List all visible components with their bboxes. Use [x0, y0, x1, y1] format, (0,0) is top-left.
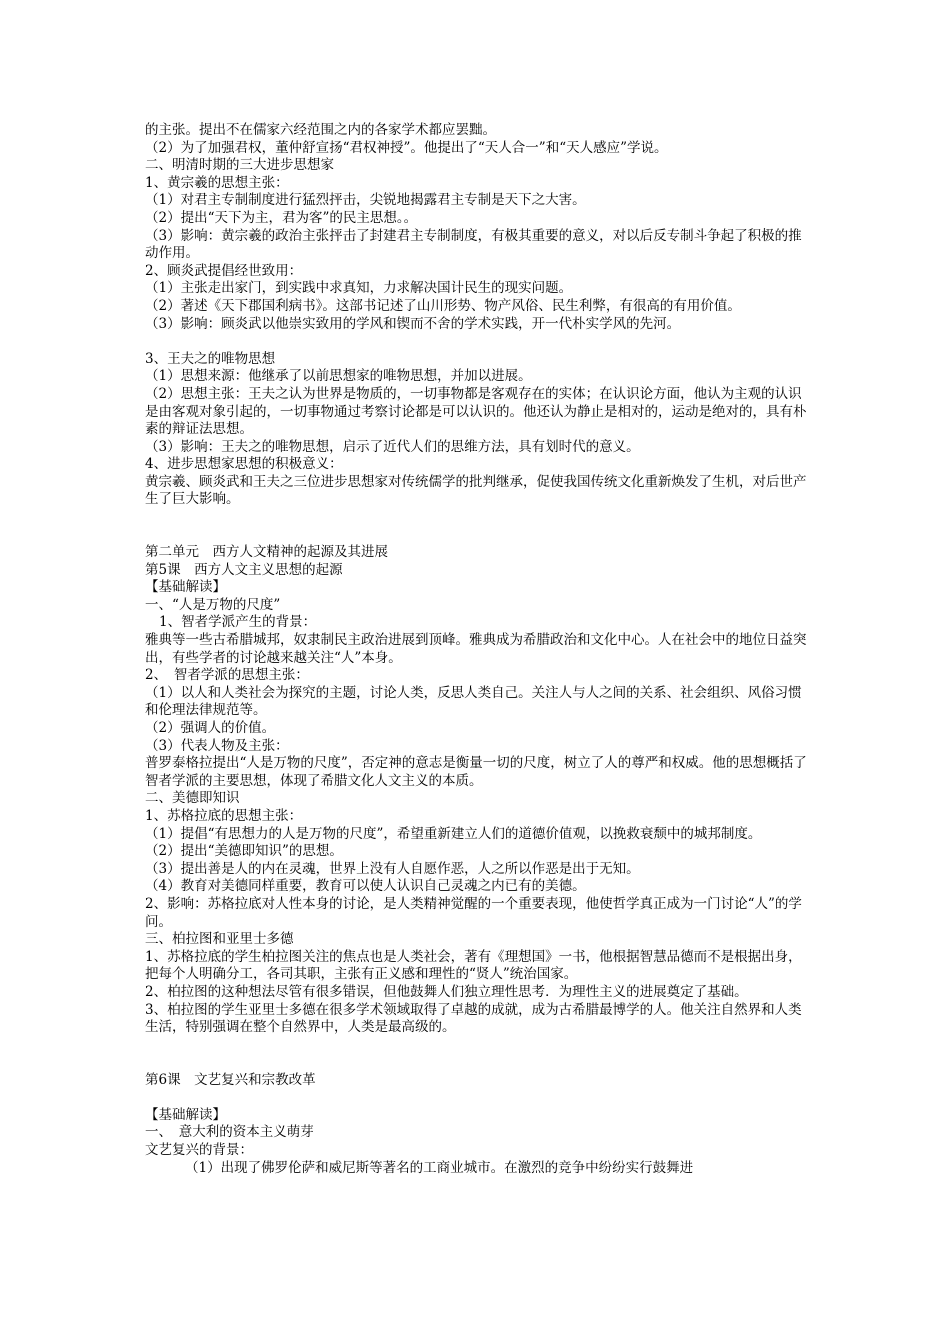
unit-title: 第二单元 西方人文精神的起源及其进展 [145, 544, 388, 561]
spacer [145, 333, 810, 351]
subsection-heading: 4、进步思想家思想的积极意义： [145, 456, 343, 473]
text-line: 黄宗羲、顾炎武和王夫之三位进步思想家对传统儒学的批判继承，促使我国传统文化重新焕发了生机，对后世产生了巨大影响。 [145, 473, 807, 508]
text-line: （2）思想主张：王夫之认为世界是物质的，一切事物都是客观存在的实体；在认识论方面，他认为主观的认识是由客观对象引起的，一切事物通过考察讨论都是可以认识的。他还认为静止是相对的，运动是绝对的，具有朴素的辩证法思想。 [145, 385, 807, 438]
section-label: 【基础解读】 [145, 1106, 226, 1123]
text-line: 雅典等一些古希腊城邦，奴隶制民主政治进展到顶峰。雅典成为希腊政治和文化中心。人在社会中的地位日益突出，有些学者的讨论越来越关注“人”本身。 [145, 632, 807, 666]
text-line: 3、柏拉图的学生亚里士多德在很多学术领域取得了卓越的成就，成为古希腊最博学的人。他关注自然界和人类生活，特别强调在整个自然界中，人类是最高级的。 [145, 1001, 802, 1036]
text-line: （1）出现了佛罗伦萨和威尼斯等著名的工商业城市。在激烈的竞争中纷纷实行鼓舞进 [185, 1159, 694, 1176]
text-line: （1）对君主专制制度进行猛烈抨击，尖锐地揭露君主专制是天下之大害。 [145, 192, 586, 209]
subsection-heading: 文艺复兴的背景： [145, 1142, 253, 1159]
subsection-heading: 1、黄宗羲的思想主张： [145, 174, 289, 191]
text-line: （3）代表人物及主张： [145, 737, 289, 754]
text-line: 2、影响：苏格拉底对人性本身的讨论，是人类精神觉醒的一个重要表现，他使哲学真正成为一门讨论“人”的学问。 [145, 895, 802, 930]
lesson-title: 第5课 西方人文主义思想的起源 [145, 561, 343, 578]
text-line: 1、苏格拉底的学生柏拉图关注的焦点也是人类社会，著有《理想国》一书，他根据智慧品德而不是根据出身，把每个人明确分工，各司其职，主张有正义感和理性的“贤人”统治国家。 [145, 948, 802, 983]
text-line: （2）强调人的价值。 [145, 720, 276, 736]
text-line: （3）影响：王夫之的唯物思想，启示了近代人们的思维方法，具有划时代的意义。 [145, 438, 640, 455]
section-heading: 三、柏拉图和亚里士多德 [145, 931, 294, 948]
subsection-heading: 3、王夫之的唯物思想 [145, 350, 276, 367]
document-body [145, 122, 810, 1177]
text-line: （1）提倡“有思想力的人是万物的尺度”，希望重新建立人们的道德价值观，以挽救衰颓中的城邦制度。 [145, 825, 762, 842]
spacer [145, 1037, 810, 1072]
text-line: （4）教育对美德同样重要，教育可以使人认识自己灵魂之内已有的美德。 [145, 878, 586, 895]
text-line: （2）著述《天下郡国利病书》。这部书记述了山川形势、物产风俗、民生利弊，有很高的有用价值。 [145, 297, 741, 314]
text-line: （1）思想来源：他继承了以前思想家的唯物思想，并加以进展。 [145, 368, 532, 385]
text-line: （3）提出善是人的内在灵魂，世界上没有人自愿作恶，人之所以作恶是出于无知。 [145, 860, 640, 877]
text-line: 2、柏拉图的这种想法尽管有很多错误，但他鼓舞人们独立理性思考．为理性主义的进展奠定了基础。 [145, 983, 748, 1000]
lesson-title: 第6课 文艺复兴和宗教改革 [145, 1071, 316, 1088]
section-heading: 二、美德即知识 [145, 790, 240, 807]
text-line: 的主张。提出不在儒家六经范围之内的各家学术都应罢黜。 [145, 122, 496, 138]
subsection-heading: 2、 智者学派的思想主张： [145, 667, 309, 684]
text-line: （2）为了加强君权，董仲舒宣扬“君权神授”。他提出了“天人合一”和“天人感应”学说。 [145, 139, 668, 156]
subsection-heading: 2、顾炎武提倡经世致用： [145, 262, 303, 279]
text-line: （2）提出“美德即知识”的思想。 [145, 843, 343, 860]
spacer [145, 1089, 810, 1107]
text-line: 普罗泰格拉提出“人是万物的尺度”，否定神的意志是衡量一切的尺度，树立了人的尊严和权威。他的思想概括了智者学派的主要思想，体现了希腊文化人文主义的本质。 [145, 755, 807, 789]
section-heading: 二、明清时期的三大进步思想家 [145, 157, 334, 174]
section-heading: 一、 意大利的资本主义萌芽 [145, 1124, 314, 1141]
text-line: （2）提出“天下为主，君为客”的民主思想。。 [145, 209, 418, 226]
spacer [145, 509, 810, 544]
text-line: （3）影响：黄宗羲的政治主张抨击了封建君主专制制度，有极其重要的意义，对以后反专制斗争起了积极的推动作用。 [145, 227, 802, 262]
text-line: （1）主张走出家门，到实践中求真知，力求解决国计民生的现实问题。 [145, 280, 573, 297]
section-label: 【基础解读】 [145, 579, 226, 596]
subsection-heading: 1、智者学派产生的背景： [159, 614, 317, 631]
section-heading: 一、“人是万物的尺度” [145, 596, 281, 613]
subsection-heading: 1、苏格拉底的思想主张： [145, 807, 303, 824]
text-line: （3）影响：顾炎武以他崇实致用的学风和锲而不舍的学术实践，开一代朴实学风的先河。 [145, 315, 681, 332]
text-line: （1）以人和人类社会为探究的主题，讨论人类，反思人类自己。关注人与人之间的关系、社会组织、风俗习惯和伦理法律规范等。 [145, 684, 802, 719]
